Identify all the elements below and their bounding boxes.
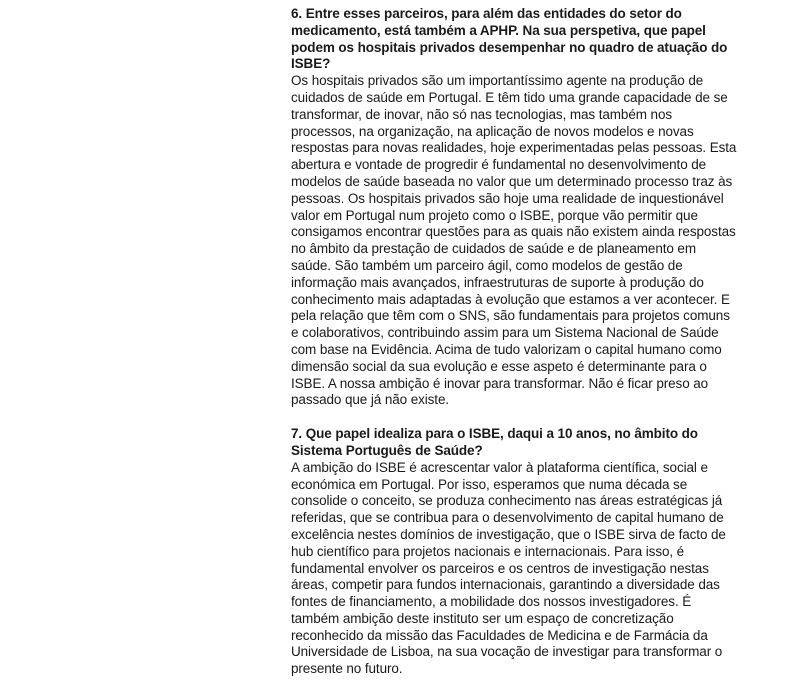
answer-paragraph: A ambição do ISBE é acrescentar valor à plataforma científica, social e económica em Portugal. Por isso, esperamos que numa década se consolide o conceito, se produza conhecimento nas áreas estratégicas já referidas, que se contribua para o desenvolvimento de capital humano de excelência nestes domínios de investigação, que o ISBE sirva de facto de hub científico para projetos nacionais e internacionais. Para isso, é fundamental envolver os parceiros e os centros de investigação nestas áreas, competir para fundos internacionais, garantindo a diversidade das fontes de financiamento, a mobilidade dos nossos investigadores. É também ambição deste instituto ser um espaço de concretização reconhecido da missão das Faculdades de Medicina e de Farmácia da Universidade de Lisboa, na sua vocação de investigar para transformar o presente no futuro. [291, 459, 726, 677]
qa-section-6 [291, 6, 737, 409]
qa-section-7 [291, 426, 737, 678]
question-heading: 7. Que papel idealiza para o ISBE, daqui a 10 anos, no âmbito do Sistema Português de Saúde? [291, 426, 698, 458]
article-body [291, 6, 737, 678]
question-heading: 6. Entre esses parceiros, para além das entidades do setor do medicamento, está também a APHP. Na sua perspetiva, que papel podem os hospitais privados desempenhar no quadro de atuação do ISBE? [291, 6, 728, 72]
answer-paragraph: Os hospitais privados são um importantíssimo agente na produção de cuidados de saúde em Portugal. E têm tido uma grande capacidade de se transformar, de inovar, não só nas tecnologias, mas também nos processos, na organização, na aplicação de novos modelos e novas respostas para novas realidades, hoje experimentadas pelas pessoas. Esta abertura e vontade de progredir é fundamental no desenvolvimento de modelos de saúde baseada no valor que um determinado processo traz às pessoas. Os hospitais privados são hoje uma realidade de inquestionável valor em Portugal num projeto como o ISBE, porque vão permitir que consigamos encontrar questões para as quais não existem ainda respostas no âmbito da prestação de cuidados de saúde e de planeamento em saúde. São também um parceiro ágil, como modelos de gestão de informação mais avançados, infraestruturas de suporte à produção do conhecimento mais adaptadas à evolução que estamos a ver acontecer. E pela relação que têm com o SNS, são fundamentais para projetos comuns e colaborativos, contribuindo assim para um Sistema Nacional de Saúde com base na Evidência. Acima de tudo valorizam o capital humano como dimensão social da sua evolução e esse aspeto é determinante para o ISBE. A nossa ambição é inovar para transformar. Não é ficar preso ao passado que já não existe. [291, 73, 737, 408]
